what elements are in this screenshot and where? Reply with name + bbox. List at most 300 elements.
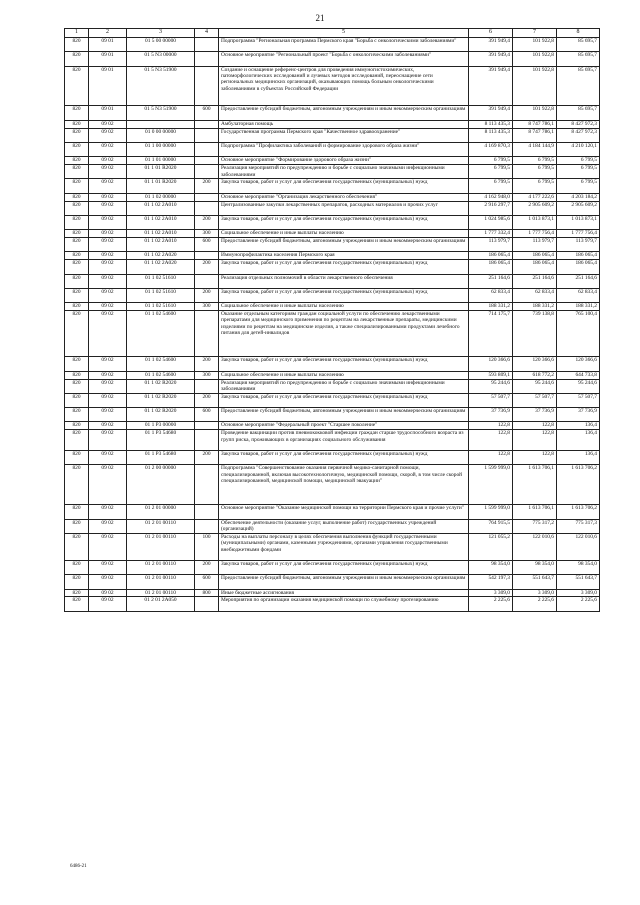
target-article-cell: 01 1 01 00000 — [127, 157, 195, 165]
amount-year3-cell: 85 695,7 — [557, 66, 600, 106]
amount-year1-cell: 186 065,4 — [469, 252, 513, 260]
section-code-cell: 09 02 — [89, 430, 127, 451]
expense-type-cell: 100 — [195, 533, 219, 560]
target-article-cell: 01 1 P3 54680 — [127, 451, 195, 465]
expense-type-cell — [195, 379, 219, 393]
amount-year2-cell: 186 065,4 — [513, 252, 557, 260]
expense-type-cell: 600 — [195, 238, 219, 252]
target-article-cell: 01 1 01 R2020 — [127, 165, 195, 179]
ministry-code-cell: 820 — [65, 38, 89, 52]
description-cell: Подпрограмма "Совершенствование оказания первичной медико-санитарной помощи, специализированной, включая высокотехнологичную, медицинской помощи, скорой, в том числе скорой специализированной, медицинской помощи, медицинской эвакуации" — [219, 465, 469, 505]
amount-year1-cell: 188 331,2 — [469, 303, 513, 311]
expense-type-cell — [195, 201, 219, 215]
amount-year3-cell: 186 065,4 — [557, 260, 600, 274]
section-code-cell: 09 02 — [89, 142, 127, 156]
target-article-cell: 01 2 01 00110 — [127, 560, 195, 574]
section-code-cell: 09 02 — [89, 157, 127, 165]
footer-code: 6486-21 — [70, 864, 87, 869]
table-row — [65, 288, 600, 302]
description-cell: Подпрограмма "Профилактика заболеваний и формирование здорового образа жизни" — [219, 142, 469, 156]
section-code-cell: 09 02 — [89, 589, 127, 597]
description-cell: Централизованные закупки лекарственных препаратов, расходных материалов и прочих услуг — [219, 201, 469, 215]
section-code-cell: 09 02 — [89, 371, 127, 379]
ministry-code-cell: 820 — [65, 238, 89, 252]
amount-year2-cell: 95 244,6 — [513, 379, 557, 393]
amount-year1-cell: 4 169 870,3 — [469, 142, 513, 156]
ministry-code-cell: 820 — [65, 201, 89, 215]
amount-year1-cell: 62 833,4 — [469, 288, 513, 302]
description-cell: Амбулаторная помощь — [219, 120, 469, 128]
section-code-cell: 09 02 — [89, 311, 127, 357]
amount-year2-cell: 6 799,5 — [513, 157, 557, 165]
expense-type-cell — [195, 519, 219, 533]
ministry-code-cell: 820 — [65, 408, 89, 422]
table-row — [65, 165, 600, 179]
table-row — [65, 66, 600, 106]
description-cell: Реализация мероприятий по предупреждению и борьбе с социально значимыми инфекционными заболеваниями — [219, 379, 469, 393]
table-row — [65, 260, 600, 274]
expense-type-cell — [195, 430, 219, 451]
description-cell: Основное мероприятие "Оказание медицинской помощи на территории Пермского края и прочие услуги" — [219, 505, 469, 519]
target-article-cell: 01 1 02 54600 — [127, 371, 195, 379]
amount-year3-cell: 120 366,6 — [557, 357, 600, 371]
amount-year3-cell: 775 317,3 — [557, 519, 600, 533]
section-code-cell: 09 02 — [89, 179, 127, 193]
table-row — [65, 120, 600, 128]
description-cell: Закупка товаров, работ и услуг для обеспечения государственных (муниципальных) нужд — [219, 393, 469, 407]
amount-year1-cell: 6 799,5 — [469, 179, 513, 193]
section-code-cell: 09 02 — [89, 393, 127, 407]
amount-year2-cell: 1 613 706,1 — [513, 465, 557, 505]
description-cell: Создание и оснащение референс-центров для проведения иммуногистохимических, патоморфологических исследований и лучевых методов исследований, переоснащение сети региональных медицинских организаций, оказывающих помощь больным онкологическими заболеваниями в субъектах Российской Федерации — [219, 66, 469, 106]
target-article-cell: 01 1 02 54600 — [127, 311, 195, 357]
amount-year3-cell: 85 695,7 — [557, 38, 600, 52]
section-code-cell: 09 02 — [89, 128, 127, 142]
amount-year1-cell: 6 799,5 — [469, 165, 513, 179]
target-article-cell: 01 5 00 00000 — [127, 38, 195, 52]
target-article-cell: 01 1 02 2A020 — [127, 260, 195, 274]
ministry-code-cell: 820 — [65, 505, 89, 519]
ministry-code-cell: 820 — [65, 465, 89, 505]
section-code-cell: 09 02 — [89, 575, 127, 589]
section-code-cell: 09 02 — [89, 165, 127, 179]
section-code-cell: 09 02 — [89, 260, 127, 274]
ministry-code-cell: 820 — [65, 106, 89, 120]
table-body — [65, 38, 600, 612]
table-row — [65, 52, 600, 66]
page-number: 21 — [315, 13, 325, 23]
amount-year1-cell: 2 225,6 — [469, 597, 513, 611]
ministry-code-cell: 820 — [65, 120, 89, 128]
section-code-cell: 09 02 — [89, 379, 127, 393]
table-row — [65, 589, 600, 597]
amount-year3-cell: 1 013 873,1 — [557, 215, 600, 229]
description-cell: Государственная программа Пермского края "Качественное здравоохранение" — [219, 128, 469, 142]
amount-year3-cell: 122 010,6 — [557, 533, 600, 560]
description-cell: Закупка товаров, работ и услуг для обеспечения государственных (муниципальных) нужд — [219, 560, 469, 574]
expense-type-cell — [195, 252, 219, 260]
ministry-code-cell: 820 — [65, 451, 89, 465]
description-cell: Основное мероприятие "Формирование здорового образа жизни" — [219, 157, 469, 165]
amount-year2-cell: 2 225,6 — [513, 597, 557, 611]
expense-type-cell: 600 — [195, 408, 219, 422]
section-code-cell: 09 01 — [89, 38, 127, 52]
table-row — [65, 215, 600, 229]
expense-type-cell — [195, 66, 219, 106]
amount-year2-cell: 8 747 786,1 — [513, 120, 557, 128]
ministry-code-cell: 820 — [65, 215, 89, 229]
amount-year1-cell: 251 164,6 — [469, 274, 513, 288]
amount-year3-cell: 1 613 706,2 — [557, 465, 600, 505]
amount-year1-cell: 391 949,4 — [469, 66, 513, 106]
target-article-cell: 01 1 01 R2020 — [127, 179, 195, 193]
section-code-cell: 09 02 — [89, 274, 127, 288]
description-cell: Основное мероприятие "Федеральный проект "Старшее поколение" — [219, 422, 469, 430]
target-article-cell: 01 1 02 2A010 — [127, 215, 195, 229]
amount-year1-cell: 120 366,6 — [469, 357, 513, 371]
target-article-cell: 01 2 01 00110 — [127, 519, 195, 533]
table-row — [65, 597, 600, 611]
amount-year2-cell: 775 317,2 — [513, 519, 557, 533]
amount-year2-cell: 113 979,7 — [513, 238, 557, 252]
amount-year3-cell: 136,4 — [557, 422, 600, 430]
target-article-cell: 01 5 N3 51900 — [127, 66, 195, 106]
description-cell: Иные бюджетные ассигнования — [219, 589, 469, 597]
description-cell: Закупка товаров, работ и услуг для обеспечения государственных (муниципальных) нужд — [219, 260, 469, 274]
ministry-code-cell: 820 — [65, 260, 89, 274]
amount-year1-cell: 186 065,4 — [469, 260, 513, 274]
amount-year2-cell: 62 833,4 — [513, 288, 557, 302]
table-row — [65, 451, 600, 465]
expense-type-cell — [195, 142, 219, 156]
table-row — [65, 465, 600, 505]
amount-year1-cell: 98 354,0 — [469, 560, 513, 574]
amount-year3-cell: 4 210 120,1 — [557, 142, 600, 156]
amount-year3-cell: 62 833,4 — [557, 288, 600, 302]
amount-year3-cell: 2 905 609,2 — [557, 201, 600, 215]
section-code-cell: 09 02 — [89, 451, 127, 465]
description-cell: Предоставление субсидий бюджетным, автономным учреждениям и иным некоммерческим организациям — [219, 408, 469, 422]
amount-year3-cell: 3 309,0 — [557, 589, 600, 597]
column-header: 4 — [195, 29, 219, 38]
ministry-code-cell: 820 — [65, 533, 89, 560]
table-row — [65, 533, 600, 560]
table-row — [65, 106, 600, 120]
ministry-code-cell: 820 — [65, 589, 89, 597]
expense-type-cell: 200 — [195, 393, 219, 407]
target-article-cell — [127, 120, 195, 128]
amount-year3-cell: 1 777 756,4 — [557, 230, 600, 238]
table-row — [65, 252, 600, 260]
ministry-code-cell: 820 — [65, 52, 89, 66]
amount-year3-cell: 1 613 706,2 — [557, 505, 600, 519]
expense-type-cell — [195, 505, 219, 519]
amount-year1-cell: 8 113 435,3 — [469, 120, 513, 128]
amount-year2-cell: 3 309,0 — [513, 589, 557, 597]
target-article-cell: 01 5 N3 00000 — [127, 52, 195, 66]
expense-type-cell: 200 — [195, 288, 219, 302]
amount-year2-cell: 57 507,7 — [513, 393, 557, 407]
ministry-code-cell: 820 — [65, 193, 89, 201]
amount-year3-cell: 6 799,5 — [557, 157, 600, 165]
amount-year2-cell: 1 613 706,1 — [513, 505, 557, 519]
table-row — [65, 193, 600, 201]
amount-year2-cell: 122,8 — [513, 422, 557, 430]
amount-year2-cell: 122,8 — [513, 451, 557, 465]
section-code-cell: 09 02 — [89, 597, 127, 611]
target-article-cell: 01 2 01 00110 — [127, 533, 195, 560]
amount-year1-cell: 37 736,9 — [469, 408, 513, 422]
table-row — [65, 575, 600, 589]
expense-type-cell — [195, 597, 219, 611]
section-code-cell: 09 02 — [89, 408, 127, 422]
ministry-code-cell: 820 — [65, 311, 89, 357]
amount-year1-cell: 714 175,7 — [469, 311, 513, 357]
target-article-cell: 01 1 02 51610 — [127, 303, 195, 311]
description-cell: Оказание отдельным категориям граждан социальной услуги по обеспечению лекарственными препаратами для медицинского применения по рецептам на лекарственные препараты, медицинскими изделиями по рецептам на медицинские изделия, а также специализированными продуктами лечебного питания для детей-инвалидов — [219, 311, 469, 357]
amount-year1-cell: 391 949,4 — [469, 106, 513, 120]
amount-year1-cell: 1 024 985,6 — [469, 215, 513, 229]
section-code-cell: 09 02 — [89, 505, 127, 519]
amount-year1-cell: 122,8 — [469, 422, 513, 430]
expense-type-cell — [195, 120, 219, 128]
amount-year3-cell: 4 203 184,2 — [557, 193, 600, 201]
amount-year2-cell: 101 922,8 — [513, 52, 557, 66]
section-code-cell: 09 02 — [89, 422, 127, 430]
expense-type-cell: 200 — [195, 451, 219, 465]
amount-year3-cell: 644 733,8 — [557, 371, 600, 379]
amount-year2-cell: 37 736,9 — [513, 408, 557, 422]
amount-year1-cell: 1 777 332,4 — [469, 230, 513, 238]
description-cell: Социальное обеспечение и иные выплаты населению — [219, 230, 469, 238]
target-article-cell: 01 1 02 51610 — [127, 288, 195, 302]
target-article-cell: 01 1 02 51610 — [127, 274, 195, 288]
column-header-row — [65, 29, 600, 38]
target-article-cell: 01 2 01 00000 — [127, 505, 195, 519]
amount-year2-cell: 98 354,0 — [513, 560, 557, 574]
amount-year1-cell: 8 113 435,3 — [469, 128, 513, 142]
expense-type-cell: 600 — [195, 575, 219, 589]
amount-year3-cell: 95 244,6 — [557, 379, 600, 393]
ministry-code-cell: 820 — [65, 430, 89, 451]
amount-year1-cell: 2 916 297,7 — [469, 201, 513, 215]
ministry-code-cell: 820 — [65, 379, 89, 393]
description-cell: Реализация отдельных полномочий в области лекарственного обеспечения — [219, 274, 469, 288]
description-cell: Закупка товаров, работ и услуг для обеспечения государственных (муниципальных) нужд — [219, 215, 469, 229]
target-article-cell: 01 2 01 00110 — [127, 575, 195, 589]
expense-type-cell — [195, 193, 219, 201]
section-code-cell: 09 02 — [89, 560, 127, 574]
amount-year3-cell: 2 225,6 — [557, 597, 600, 611]
amount-year2-cell: 6 799,5 — [513, 165, 557, 179]
section-code-cell: 09 02 — [89, 201, 127, 215]
target-article-cell: 01 1 02 R2020 — [127, 393, 195, 407]
description-cell: Социальное обеспечение и иные выплаты населению — [219, 371, 469, 379]
description-cell: Проведение вакцинации против пневмококковой инфекции граждан старше трудоспособного возраста из групп риска, проживающих в организациях социального обслуживания — [219, 430, 469, 451]
expense-type-cell — [195, 422, 219, 430]
table-row — [65, 379, 600, 393]
ministry-code-cell: 820 — [65, 66, 89, 106]
amount-year3-cell: 8 427 972,3 — [557, 128, 600, 142]
description-cell: Иммунопрофилактика населения Пермского края — [219, 252, 469, 260]
amount-year3-cell: 188 331,2 — [557, 303, 600, 311]
amount-year3-cell: 57 507,7 — [557, 393, 600, 407]
column-header: 1 — [65, 29, 89, 38]
amount-year1-cell: 1 599 999,0 — [469, 505, 513, 519]
amount-year1-cell: 542 197,3 — [469, 575, 513, 589]
amount-year2-cell: 101 922,8 — [513, 38, 557, 52]
ministry-code-cell: 820 — [65, 357, 89, 371]
ministry-code-cell: 820 — [65, 575, 89, 589]
expense-type-cell: 200 — [195, 215, 219, 229]
table-row — [65, 311, 600, 357]
amount-year3-cell: 186 065,4 — [557, 252, 600, 260]
amount-year3-cell: 85 695,7 — [557, 106, 600, 120]
table-row — [65, 430, 600, 451]
target-article-cell: 01 1 02 54600 — [127, 357, 195, 371]
amount-year1-cell: 3 309,0 — [469, 589, 513, 597]
section-code-cell: 09 02 — [89, 357, 127, 371]
expense-type-cell: 800 — [195, 589, 219, 597]
description-cell: Расходы на выплаты персоналу в целях обеспечения выполнения функций государственными (муниципальными) органами, казенными учреждениями, органами управления государственными внебюджетными фондами — [219, 533, 469, 560]
expense-type-cell: 300 — [195, 303, 219, 311]
amount-year2-cell: 618 772,2 — [513, 371, 557, 379]
amount-year1-cell: 122,8 — [469, 430, 513, 451]
description-cell: Закупка товаров, работ и услуг для обеспечения государственных (муниципальных) нужд — [219, 288, 469, 302]
expense-type-cell: 200 — [195, 260, 219, 274]
amount-year1-cell: 95 244,6 — [469, 379, 513, 393]
amount-year1-cell: 391 949,4 — [469, 38, 513, 52]
description-cell: Реализация мероприятий по предупреждению и борьбе с социально значимыми инфекционными заболеваниями — [219, 165, 469, 179]
section-code-cell: 09 02 — [89, 519, 127, 533]
amount-year2-cell: 122 010,6 — [513, 533, 557, 560]
table-row — [65, 274, 600, 288]
amount-year3-cell: 85 695,7 — [557, 52, 600, 66]
section-code-cell: 09 01 — [89, 66, 127, 106]
description-cell: Основное мероприятие "Организация лекарственного обеспечения" — [219, 193, 469, 201]
table-row — [65, 38, 600, 52]
table-row — [65, 238, 600, 252]
section-code-cell: 09 02 — [89, 533, 127, 560]
section-code-cell: 09 01 — [89, 52, 127, 66]
amount-year3-cell: 551 643,7 — [557, 575, 600, 589]
ministry-code-cell: 820 — [65, 303, 89, 311]
section-code-cell: 09 02 — [89, 288, 127, 302]
target-article-cell: 01 1 02 R2020 — [127, 408, 195, 422]
amount-year2-cell: 1 777 756,4 — [513, 230, 557, 238]
description-cell: Основное мероприятие "Региональный проект "Борьба с онкологическими заболеваниями" — [219, 52, 469, 66]
amount-year1-cell: 121 055,2 — [469, 533, 513, 560]
expense-type-cell — [195, 311, 219, 357]
ministry-code-cell: 820 — [65, 142, 89, 156]
table-row — [65, 560, 600, 574]
amount-year2-cell: 188 331,2 — [513, 303, 557, 311]
expense-type-cell: 200 — [195, 357, 219, 371]
ministry-code-cell: 820 — [65, 422, 89, 430]
amount-year2-cell: 1 013 873,1 — [513, 215, 557, 229]
ministry-code-cell: 820 — [65, 288, 89, 302]
target-article-cell: 01 1 02 2A010 — [127, 230, 195, 238]
section-code-cell: 09 02 — [89, 230, 127, 238]
amount-year2-cell: 6 799,5 — [513, 179, 557, 193]
expense-type-cell — [195, 274, 219, 288]
table-row — [65, 128, 600, 142]
expense-type-cell: 300 — [195, 371, 219, 379]
ministry-code-cell: 820 — [65, 597, 89, 611]
description-cell: Предоставление субсидий бюджетным, автономным учреждениям и иным некоммерческим организациям — [219, 575, 469, 589]
table-row — [65, 303, 600, 311]
table-row — [65, 201, 600, 215]
amount-year3-cell: 6 799,5 — [557, 179, 600, 193]
amount-year3-cell: 136,4 — [557, 430, 600, 451]
amount-year3-cell: 765 100,4 — [557, 311, 600, 357]
amount-year3-cell: 6 799,5 — [557, 165, 600, 179]
amount-year2-cell: 4 177 222,6 — [513, 193, 557, 201]
ministry-code-cell: 820 — [65, 128, 89, 142]
amount-year2-cell: 551 643,7 — [513, 575, 557, 589]
target-article-cell: 01 1 02 2A010 — [127, 238, 195, 252]
amount-year1-cell: 6 799,5 — [469, 157, 513, 165]
section-code-cell: 09 01 — [89, 106, 127, 120]
amount-year1-cell: 1 599 999,0 — [469, 465, 513, 505]
table-row — [65, 519, 600, 533]
amount-year1-cell: 57 507,7 — [469, 393, 513, 407]
column-header: 2 — [89, 29, 127, 38]
target-article-cell: 01 1 02 R2020 — [127, 379, 195, 393]
target-article-cell: 01 1 00 00000 — [127, 142, 195, 156]
target-article-cell: 01 5 N3 51900 — [127, 106, 195, 120]
table-row — [65, 230, 600, 238]
expense-type-cell: 200 — [195, 560, 219, 574]
amount-year2-cell: 251 164,6 — [513, 274, 557, 288]
amount-year3-cell: 37 736,9 — [557, 408, 600, 422]
amount-year2-cell: 101 922,8 — [513, 66, 557, 106]
target-article-cell: 01 2 01 00110 — [127, 589, 195, 597]
target-article-cell: 01 1 02 2A020 — [127, 252, 195, 260]
section-code-cell: 09 02 — [89, 252, 127, 260]
ministry-code-cell: 820 — [65, 252, 89, 260]
amount-year2-cell: 186 065,4 — [513, 260, 557, 274]
target-article-cell: 01 1 P3 00000 — [127, 422, 195, 430]
column-header: 3 — [127, 29, 195, 38]
ministry-code-cell: 820 — [65, 560, 89, 574]
description-cell: Мероприятия по организации оказания медицинской помощи по служебному протезированию — [219, 597, 469, 611]
description-cell: Закупка товаров, работ и услуг для обеспечения государственных (муниципальных) нужд — [219, 179, 469, 193]
ministry-code-cell: 820 — [65, 165, 89, 179]
target-article-cell: 01 1 02 2A010 — [127, 201, 195, 215]
ministry-code-cell: 820 — [65, 393, 89, 407]
amount-year2-cell: 4 184 144,9 — [513, 142, 557, 156]
table-row — [65, 142, 600, 156]
amount-year2-cell: 8 747 786,1 — [513, 128, 557, 142]
target-article-cell: 01 2 00 00000 — [127, 465, 195, 505]
expense-type-cell: 600 — [195, 106, 219, 120]
table-row — [65, 393, 600, 407]
target-article-cell: 01 0 00 00000 — [127, 128, 195, 142]
target-article-cell: 01 1 02 00000 — [127, 193, 195, 201]
description-cell: Предоставление субсидий бюджетным, автономным учреждениям и иным некоммерческим организациям — [219, 106, 469, 120]
section-code-cell: 09 02 — [89, 303, 127, 311]
ministry-code-cell: 820 — [65, 230, 89, 238]
description-cell: Предоставление субсидий бюджетным, автономным учреждениям и иным некоммерческим организациям — [219, 238, 469, 252]
amount-year1-cell: 113 979,7 — [469, 238, 513, 252]
description-cell: Подпрограмма "Региональная программа Пермского края "Борьба с онкологическими заболеваниями" — [219, 38, 469, 52]
target-article-cell: 01 1 P3 54680 — [127, 430, 195, 451]
amount-year1-cell: 4 162 948,0 — [469, 193, 513, 201]
ministry-code-cell: 820 — [65, 274, 89, 288]
amount-year2-cell: 120 366,6 — [513, 357, 557, 371]
column-header: 5 — [219, 29, 469, 38]
